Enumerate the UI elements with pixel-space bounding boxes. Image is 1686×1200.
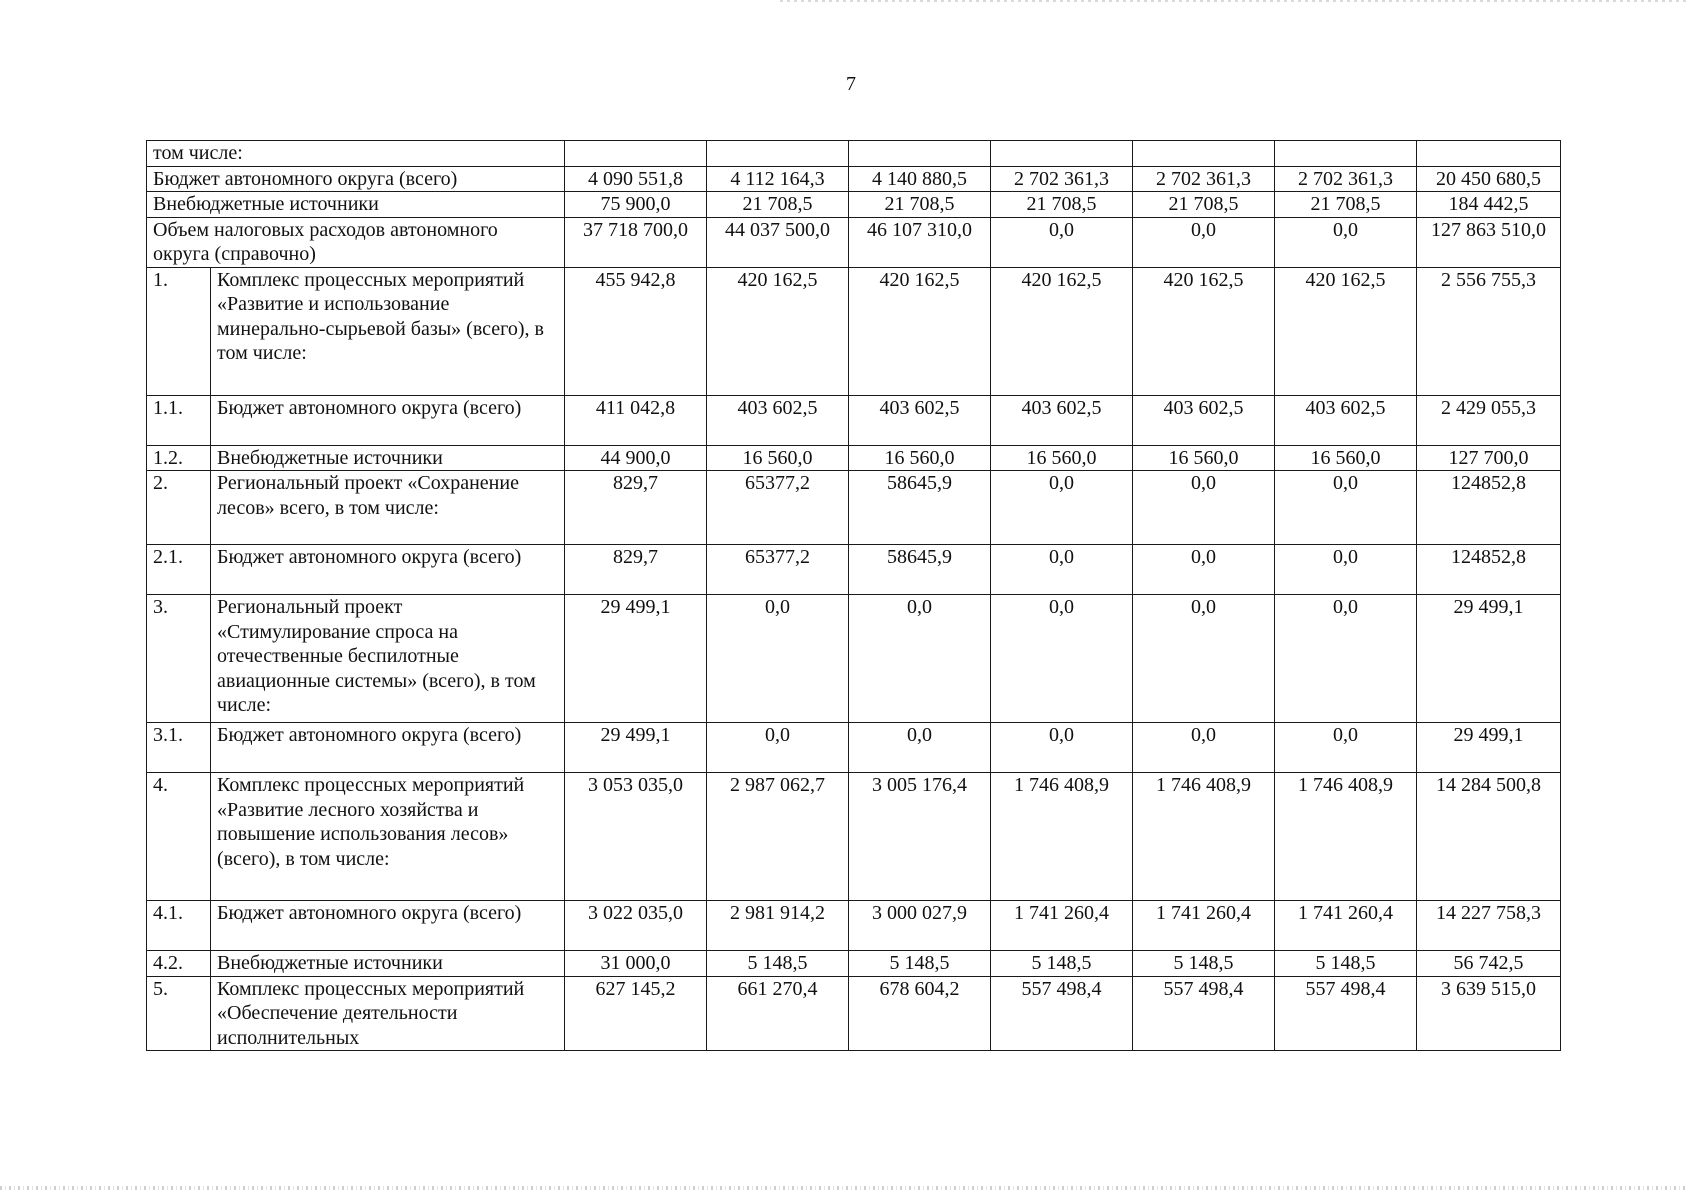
value-cell: 627 145,2 bbox=[565, 976, 707, 1051]
value-cell: 0,0 bbox=[707, 595, 849, 723]
scan-edge-bottom bbox=[0, 1186, 1686, 1190]
row-code: 5. bbox=[147, 976, 211, 1051]
row-name: Бюджет автономного округа (всего) bbox=[211, 545, 565, 595]
value-cell: 0,0 bbox=[991, 595, 1133, 723]
row-code: 1.1. bbox=[147, 395, 211, 445]
row-name: Внебюджетные источники bbox=[211, 951, 565, 977]
row-name: Региональный проект «Сохранение лесов» всего, в том числе: bbox=[211, 471, 565, 545]
scan-edge-top bbox=[780, 0, 1686, 2]
value-cell: 5 148,5 bbox=[1133, 951, 1275, 977]
value-cell: 58645,9 bbox=[849, 545, 991, 595]
value-cell: 1 741 260,4 bbox=[991, 901, 1133, 951]
value-cell: 0,0 bbox=[1133, 545, 1275, 595]
total-cell: 14 284 500,8 bbox=[1417, 773, 1561, 901]
value-cell: 0,0 bbox=[849, 595, 991, 723]
table-row bbox=[147, 545, 1561, 595]
value-cell: 65377,2 bbox=[707, 471, 849, 545]
value-cell: 557 498,4 bbox=[1133, 976, 1275, 1051]
total-cell: 124852,8 bbox=[1417, 471, 1561, 545]
table-row bbox=[147, 141, 1561, 167]
row-name: том числе: bbox=[147, 141, 565, 167]
table-row bbox=[147, 395, 1561, 445]
value-cell: 403 602,5 bbox=[849, 395, 991, 445]
value-cell: 403 602,5 bbox=[991, 395, 1133, 445]
value-cell: 420 162,5 bbox=[707, 267, 849, 395]
value-cell: 829,7 bbox=[565, 545, 707, 595]
value-cell: 3 022 035,0 bbox=[565, 901, 707, 951]
value-cell: 557 498,4 bbox=[1275, 976, 1417, 1051]
row-code: 3. bbox=[147, 595, 211, 723]
value-cell: 2 981 914,2 bbox=[707, 901, 849, 951]
value-cell: 1 741 260,4 bbox=[1275, 901, 1417, 951]
value-cell: 0,0 bbox=[1275, 217, 1417, 267]
value-cell: 0,0 bbox=[1275, 545, 1417, 595]
value-cell: 21 708,5 bbox=[1275, 192, 1417, 218]
value-cell: 21 708,5 bbox=[849, 192, 991, 218]
value-cell: 1 741 260,4 bbox=[1133, 901, 1275, 951]
value-cell: 403 602,5 bbox=[707, 395, 849, 445]
value-cell: 46 107 310,0 bbox=[849, 217, 991, 267]
value-cell: 21 708,5 bbox=[991, 192, 1133, 218]
value-cell: 3 000 027,9 bbox=[849, 901, 991, 951]
value-cell: 4 090 551,8 bbox=[565, 166, 707, 192]
value-cell: 0,0 bbox=[1275, 471, 1417, 545]
row-code: 4.1. bbox=[147, 901, 211, 951]
value-cell: 5 148,5 bbox=[707, 951, 849, 977]
value-cell: 661 270,4 bbox=[707, 976, 849, 1051]
value-cell: 1 746 408,9 bbox=[991, 773, 1133, 901]
value-cell: 21 708,5 bbox=[1133, 192, 1275, 218]
row-code: 4.2. bbox=[147, 951, 211, 977]
value-cell: 16 560,0 bbox=[1133, 445, 1275, 471]
total-cell: 2 429 055,3 bbox=[1417, 395, 1561, 445]
value-cell: 1 746 408,9 bbox=[1133, 773, 1275, 901]
value-cell: 0,0 bbox=[991, 217, 1133, 267]
value-cell: 420 162,5 bbox=[1275, 267, 1417, 395]
value-cell: 403 602,5 bbox=[1133, 395, 1275, 445]
total-cell: 184 442,5 bbox=[1417, 192, 1561, 218]
total-cell: 29 499,1 bbox=[1417, 723, 1561, 773]
value-cell: 44 037 500,0 bbox=[707, 217, 849, 267]
total-cell: 127 700,0 bbox=[1417, 445, 1561, 471]
row-code: 3.1. bbox=[147, 723, 211, 773]
row-code: 1. bbox=[147, 267, 211, 395]
value-cell: 16 560,0 bbox=[1275, 445, 1417, 471]
value-cell: 0,0 bbox=[1133, 595, 1275, 723]
value-cell: 0,0 bbox=[849, 723, 991, 773]
table-row bbox=[147, 192, 1561, 218]
value-cell: 420 162,5 bbox=[849, 267, 991, 395]
value-cell: 0,0 bbox=[1133, 723, 1275, 773]
value-cell: 3 053 035,0 bbox=[565, 773, 707, 901]
row-name: Внебюджетные источники bbox=[211, 445, 565, 471]
value-cell: 16 560,0 bbox=[991, 445, 1133, 471]
total-cell: 127 863 510,0 bbox=[1417, 217, 1561, 267]
total-cell: 2 556 755,3 bbox=[1417, 267, 1561, 395]
total-cell: 124852,8 bbox=[1417, 545, 1561, 595]
row-code: 4. bbox=[147, 773, 211, 901]
value-cell bbox=[991, 141, 1133, 167]
table-row bbox=[147, 471, 1561, 545]
value-cell bbox=[1275, 141, 1417, 167]
value-cell: 0,0 bbox=[1133, 471, 1275, 545]
value-cell: 16 560,0 bbox=[707, 445, 849, 471]
table-body bbox=[147, 141, 1561, 1051]
value-cell: 3 005 176,4 bbox=[849, 773, 991, 901]
value-cell: 16 560,0 bbox=[849, 445, 991, 471]
row-code: 1.2. bbox=[147, 445, 211, 471]
table-row bbox=[147, 976, 1561, 1051]
value-cell: 829,7 bbox=[565, 471, 707, 545]
value-cell bbox=[565, 141, 707, 167]
value-cell: 29 499,1 bbox=[565, 723, 707, 773]
value-cell: 4 112 164,3 bbox=[707, 166, 849, 192]
value-cell: 65377,2 bbox=[707, 545, 849, 595]
value-cell: 455 942,8 bbox=[565, 267, 707, 395]
budget-table bbox=[146, 140, 1561, 1051]
value-cell: 420 162,5 bbox=[1133, 267, 1275, 395]
value-cell: 403 602,5 bbox=[1275, 395, 1417, 445]
total-cell: 3 639 515,0 bbox=[1417, 976, 1561, 1051]
value-cell bbox=[707, 141, 849, 167]
value-cell: 44 900,0 bbox=[565, 445, 707, 471]
value-cell: 2 702 361,3 bbox=[1275, 166, 1417, 192]
row-name: Комплекс процессных мероприятий «Развитие и использование минерально-сырьевой базы» (всего), в том числе: bbox=[211, 267, 565, 395]
row-name: Комплекс процессных мероприятий «Развитие лесного хозяйства и повышение использования лесов» (всего), в том числе: bbox=[211, 773, 565, 901]
value-cell: 2 702 361,3 bbox=[1133, 166, 1275, 192]
table-row bbox=[147, 901, 1561, 951]
total-cell: 56 742,5 bbox=[1417, 951, 1561, 977]
row-name: Региональный проект «Стимулирование спроса на отечественные беспилотные авиационные системы» (всего), в том числе: bbox=[211, 595, 565, 723]
row-name: Объем налоговых расходов автономного округа (справочно) bbox=[147, 217, 565, 267]
value-cell: 420 162,5 bbox=[991, 267, 1133, 395]
value-cell: 678 604,2 bbox=[849, 976, 991, 1051]
table-row bbox=[147, 267, 1561, 395]
row-name: Бюджет автономного округа (всего) bbox=[147, 166, 565, 192]
table-row bbox=[147, 595, 1561, 723]
table-row bbox=[147, 166, 1561, 192]
value-cell: 5 148,5 bbox=[1275, 951, 1417, 977]
value-cell: 0,0 bbox=[991, 545, 1133, 595]
value-cell: 0,0 bbox=[707, 723, 849, 773]
value-cell: 5 148,5 bbox=[849, 951, 991, 977]
total-cell: 29 499,1 bbox=[1417, 595, 1561, 723]
total-cell: 14 227 758,3 bbox=[1417, 901, 1561, 951]
value-cell: 75 900,0 bbox=[565, 192, 707, 218]
value-cell: 0,0 bbox=[1133, 217, 1275, 267]
row-name: Бюджет автономного округа (всего) bbox=[211, 901, 565, 951]
table-row bbox=[147, 445, 1561, 471]
row-name: Комплекс процессных мероприятий «Обеспечение деятельности исполнительных bbox=[211, 976, 565, 1051]
value-cell: 37 718 700,0 bbox=[565, 217, 707, 267]
value-cell: 0,0 bbox=[1275, 595, 1417, 723]
page-number: 7 bbox=[846, 73, 856, 95]
value-cell: 0,0 bbox=[991, 723, 1133, 773]
value-cell bbox=[1133, 141, 1275, 167]
value-cell: 1 746 408,9 bbox=[1275, 773, 1417, 901]
value-cell: 2 702 361,3 bbox=[991, 166, 1133, 192]
value-cell: 21 708,5 bbox=[707, 192, 849, 218]
table-row bbox=[147, 217, 1561, 267]
value-cell: 0,0 bbox=[991, 471, 1133, 545]
value-cell: 0,0 bbox=[1275, 723, 1417, 773]
value-cell: 58645,9 bbox=[849, 471, 991, 545]
value-cell: 29 499,1 bbox=[565, 595, 707, 723]
value-cell: 5 148,5 bbox=[991, 951, 1133, 977]
value-cell: 4 140 880,5 bbox=[849, 166, 991, 192]
value-cell: 31 000,0 bbox=[565, 951, 707, 977]
row-code: 2.1. bbox=[147, 545, 211, 595]
total-cell bbox=[1417, 141, 1561, 167]
row-name: Бюджет автономного округа (всего) bbox=[211, 395, 565, 445]
row-name: Бюджет автономного округа (всего) bbox=[211, 723, 565, 773]
table-row bbox=[147, 773, 1561, 901]
value-cell bbox=[849, 141, 991, 167]
row-code: 2. bbox=[147, 471, 211, 545]
table-row bbox=[147, 951, 1561, 977]
value-cell: 2 987 062,7 bbox=[707, 773, 849, 901]
total-cell: 20 450 680,5 bbox=[1417, 166, 1561, 192]
value-cell: 557 498,4 bbox=[991, 976, 1133, 1051]
row-name: Внебюджетные источники bbox=[147, 192, 565, 218]
table-row bbox=[147, 723, 1561, 773]
value-cell: 411 042,8 bbox=[565, 395, 707, 445]
